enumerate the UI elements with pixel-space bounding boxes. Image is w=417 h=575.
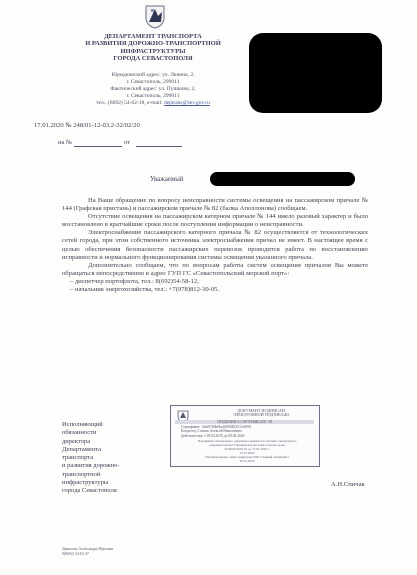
stamp-owner: Владелец: Спичак Алексей Николаевич: [181, 429, 242, 434]
signer-title-line-8: инфраструктуры: [62, 479, 109, 487]
executor-name: Данилова Александра Юрьевна: [62, 547, 114, 551]
body-paragraph-4: Дополнительно сообщаем, что по вопросам работы систем освещения причалов Вы можете обращаться непосредственно в адрес ГУП ГС «Севастопольский морской порт»:: [62, 261, 368, 277]
stamp-note-1: Подлинник электронного документа хранится в системе электронного: [197, 439, 297, 443]
signer-title-line-1: Исполняющий: [62, 421, 103, 428]
executor-info: [62, 547, 113, 557]
signer-title-line-9: города Севастополя: [62, 487, 117, 495]
department-header: [60, 33, 246, 62]
department-address: [60, 72, 246, 107]
reference-date-line: [136, 146, 182, 147]
header-line-2: И РАЗВИТИЯ ДОРОЖНО-ТРАНСПОРТНОЙ: [85, 40, 221, 48]
electronic-signature-stamp: [170, 405, 320, 467]
phone-text: тел.: (8692) 54-02-18, e-mail:: [96, 100, 163, 106]
email-link[interactable]: deptrans@sev.gov.ru: [163, 100, 210, 106]
letter-body: [62, 197, 368, 294]
address-line-4: г. Севастополь, 299011: [126, 93, 180, 99]
stamp-note-6: 20.01.2020: [239, 459, 255, 464]
reference-na-label: на №: [58, 139, 72, 146]
stamp-band: СВЕДЕНИЯ О СЕРТИФИКАТЕ ЭП: [175, 420, 314, 424]
body-paragraph-1: На Ваше обращение по вопросу неисправности системы освещения на пассажирском причале № 144 (Графская пристань) и пассажирском причале № 82 (балка Аполлонова) сообщаем.: [62, 197, 368, 213]
redacted-addressee-name: [210, 172, 355, 186]
salutation-text: Уважаемый: [150, 176, 184, 183]
signer-title-line-2: обязанности: [62, 429, 97, 437]
header-line-1: ДЕПАРТАМЕНТ ТРАНСПОРТА: [104, 33, 202, 40]
signer-title-line-3: директора: [62, 437, 91, 445]
redacted-addressee-block: [249, 33, 382, 113]
header-line-3: ИНФРАСТРУКТУРЫ: [120, 47, 186, 55]
signer-title-line-4: Департамента: [62, 445, 102, 453]
executor-phone: 8(8692) 54-03-47: [62, 552, 89, 556]
signer-name: А.Н.Спичак: [331, 481, 365, 488]
contact-line: [60, 100, 246, 107]
stamp-note-5: Уполномоченное лицо Свиридова И.В. Главный специалист: [204, 455, 290, 460]
reference-number-line: [74, 146, 122, 147]
coat-of-arms-emblem: [142, 3, 168, 29]
header-line-4: ГОРОДА СЕВАСТОПОЛЯ: [113, 54, 193, 62]
signer-title-line-5: транспорта: [62, 454, 94, 462]
stamp-note-3: № 06.09.2019 01 до 17.01.2020 г.: [224, 447, 270, 452]
stamp-certificate: Сертификат: 1d4e67b0b86a4f00000f2512e0001: [181, 425, 252, 429]
body-paragraph-3: Электроснабжение пассажирского катерного причала № 82 осуществляется от технологических сетей города, при этом собственного источника электроснабжения причал не имеет. В настоящее время с целью обеспечения безопасности пассажирских перевозок проводится работа по восстановлению исправности и нормального функционирования системы освещения указанного причала.: [62, 229, 368, 261]
stamp-note-2: документооборота Правительства Севастополя в доке: [209, 443, 285, 448]
stamp-title-2: ЭЛЕКТРОННОЙ ПОДПИСЬЮ: [232, 412, 290, 418]
stamp-note-4: 17.01.2020: [239, 451, 255, 456]
stamp-title-1: ДОКУМЕНТ ПОДПИСАН: [237, 408, 285, 413]
signer-title-line-6: и развития дорожно-: [62, 462, 120, 470]
registration-number: 17.01.2020 № 248/01-12-03.2-32/02/20: [34, 122, 140, 129]
stamp-valid: Действителен: с 09.04.2019 до 09.04.2020: [181, 433, 245, 438]
signer-title: [62, 421, 120, 496]
address-line-1: Юридический адрес: ул. Ленина, 2,: [111, 72, 195, 78]
reference-ot-label: от: [124, 139, 130, 146]
address-line-3: Фактический адрес: ул. Пушкина, 2,: [110, 86, 196, 92]
body-list-item-1: – диспетчер портофлота, тел.: 8(692)54-58-12,: [70, 277, 199, 285]
body-paragraph-2: Отсутствие освещения на пассажирском катерном причале № 144 имело разовый характер и было восстановлено в кратчайшие сроки после поступления информации о неисправности.: [62, 213, 368, 229]
address-line-2: г. Севастополь, 299011: [126, 79, 180, 85]
body-list-item-2: – начальник энергохозяйства, тел.: +7(978)812-30-05.: [70, 286, 220, 294]
signer-title-line-7: транспортной: [62, 470, 101, 478]
